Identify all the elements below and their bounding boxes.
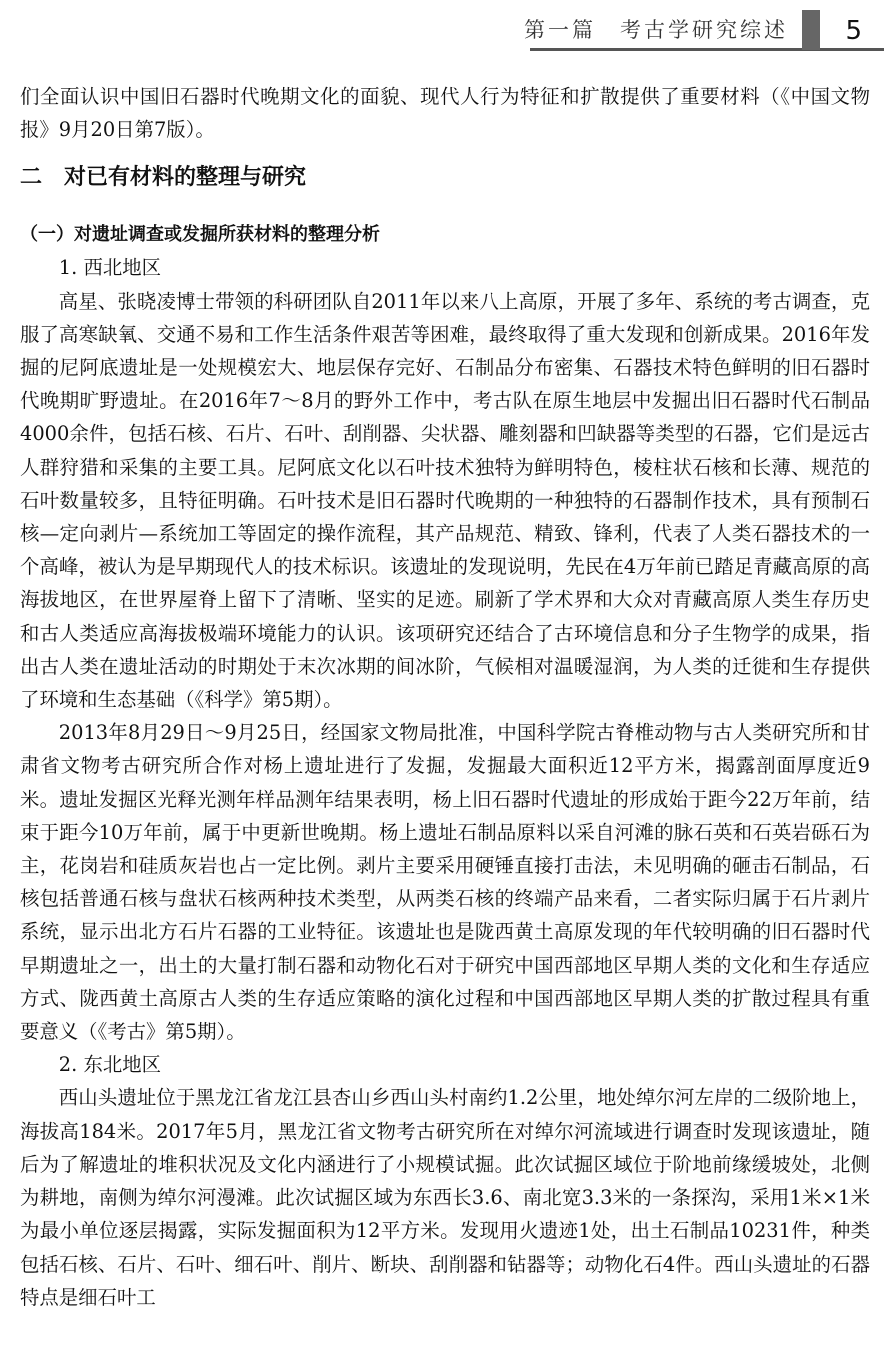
page-number: 5	[845, 16, 862, 46]
running-title: 第一篇 考古学研究综述	[524, 18, 788, 42]
paragraph-xishantou: 西山头遗址位于黑龙江省龙江县杏山乡西山头村南约1.2公里，地处绰尔河左岸的二级阶地上，海拔高184米。2017年5月，黑龙江省文物考古研究所在对绰尔河流域进行调查时发现该遗址，随后为了解遗址的堆积状况及文化内涵进行了小规模试掘。此次试掘区域位于阶地前缘缓坡处，北侧为耕地，南侧为绰尔河漫滩。此次试掘区域为东西长3.6、南北宽3.3米的一条探沟，采用1米×1米为最小单位逐层揭露，实际发掘面积为12平方米。发现用火遗迹1处，出土石制品10231件，种类包括石核、石片、石叶、细石叶、削片、断块、刮削器和钻器等；动物化石4件。西山头遗址的石器特点是细石叶工	[20, 1086, 870, 1309]
region-heading-northwest: 1. 西北地区	[58, 256, 162, 280]
section-heading: 二 对已有材料的整理与研究	[20, 165, 307, 191]
header-rule	[530, 48, 884, 51]
header-tab-marker	[802, 10, 820, 50]
paragraph-yangshang: 2013年8月29日～9月25日，经国家文物局批准，中国科学院古脊椎动物与古人类研究所和甘肃省文物考古研究所合作对杨上遗址进行了发掘，发掘最大面积近12平方米，揭露剖面厚度近9米。遗址发掘区光释光测年样品测年结果表明，杨上旧石器时代遗址的形成始于距今22万年前，结束于距今10万年前，属于中更新世晚期。杨上遗址石制品原料以采自河滩的脉石英和石英岩砾石为主，花岗岩和硅质灰岩也占一定比例。剥片主要采用硬锤直接打击法，未见明确的砸击石制品，石核包括普通石核与盘状石核两种技术类型，从两类石核的终端产品来看，二者实际归属于石片剥片系统，显示出北方石片石器的工业特征。该遗址也是陇西黄土高原发现的年代较明确的旧石器时代早期遗址之一，出土的大量打制石器和动物化石对于研究中国西部地区早期人类的文化和生存适应方式、陇西黄土高原古人类的生存适应策略的演化过程和中国西部地区早期人类的扩散过程具有重要意义（《考古》第5期）。	[20, 721, 871, 1044]
subsection-heading: （一）对遗址调查或发掘所获材料的整理分析	[20, 224, 380, 246]
paragraph-continued: 们全面认识中国旧石器时代晚期文化的面貌、现代人行为特征和扩散提供了重要材料（《中国文物报》9月20日第7版）。	[20, 85, 870, 142]
page-body	[20, 80, 870, 1314]
region-heading-northeast: 2. 东北地区	[58, 1053, 162, 1077]
paragraph-niaodi: 高星、张晓凌博士带领的科研团队自2011年以来八上高原，开展了多年、系统的考古调查，克服了高寒缺氧、交通不易和工作生活条件艰苦等困难，最终取得了重大发现和创新成果。2016年发掘的尼阿底遗址是一处规模宏大、地层保存完好、石制品分布密集、石器技术特色鲜明的旧石器时代晚期旷野遗址。在2016年7～8月的野外工作中，考古队在原生地层中发掘出旧石器时代石制品4000余件，包括石核、石片、石叶、刮削器、尖状器、雕刻器和凹缺器等类型的石器，它们是远古人群狩猎和采集的主要工具。尼阿底文化以石叶技术独特为鲜明特色，棱柱状石核和长薄、规范的石叶数量较多，且特征明确。石叶技术是旧石器时代晚期的一种独特的石器制作技术，具有预制石核—定向剥片—系统加工等固定的操作流程，其产品规范、精致、锋利，代表了人类石器技术的一个高峰，被认为是早期现代人的技术标识。该遗址的发现说明，先民在4万年前已踏足青藏高原的高海拔地区，在世界屋脊上留下了清晰、坚实的足迹。刷新了学术界和大众对青藏高原人类生存历史和古人类适应高海拔极端环境能力的认识。该项研究还结合了古环境信息和分子生物学的成果，指出古人类在遗址活动的时期处于末次冰期的间冰阶，气候相对温暖湿润，为人类的迁徙和生存提供了环境和生态基础（《科学》第5期）。	[20, 289, 870, 712]
running-head	[0, 0, 884, 52]
